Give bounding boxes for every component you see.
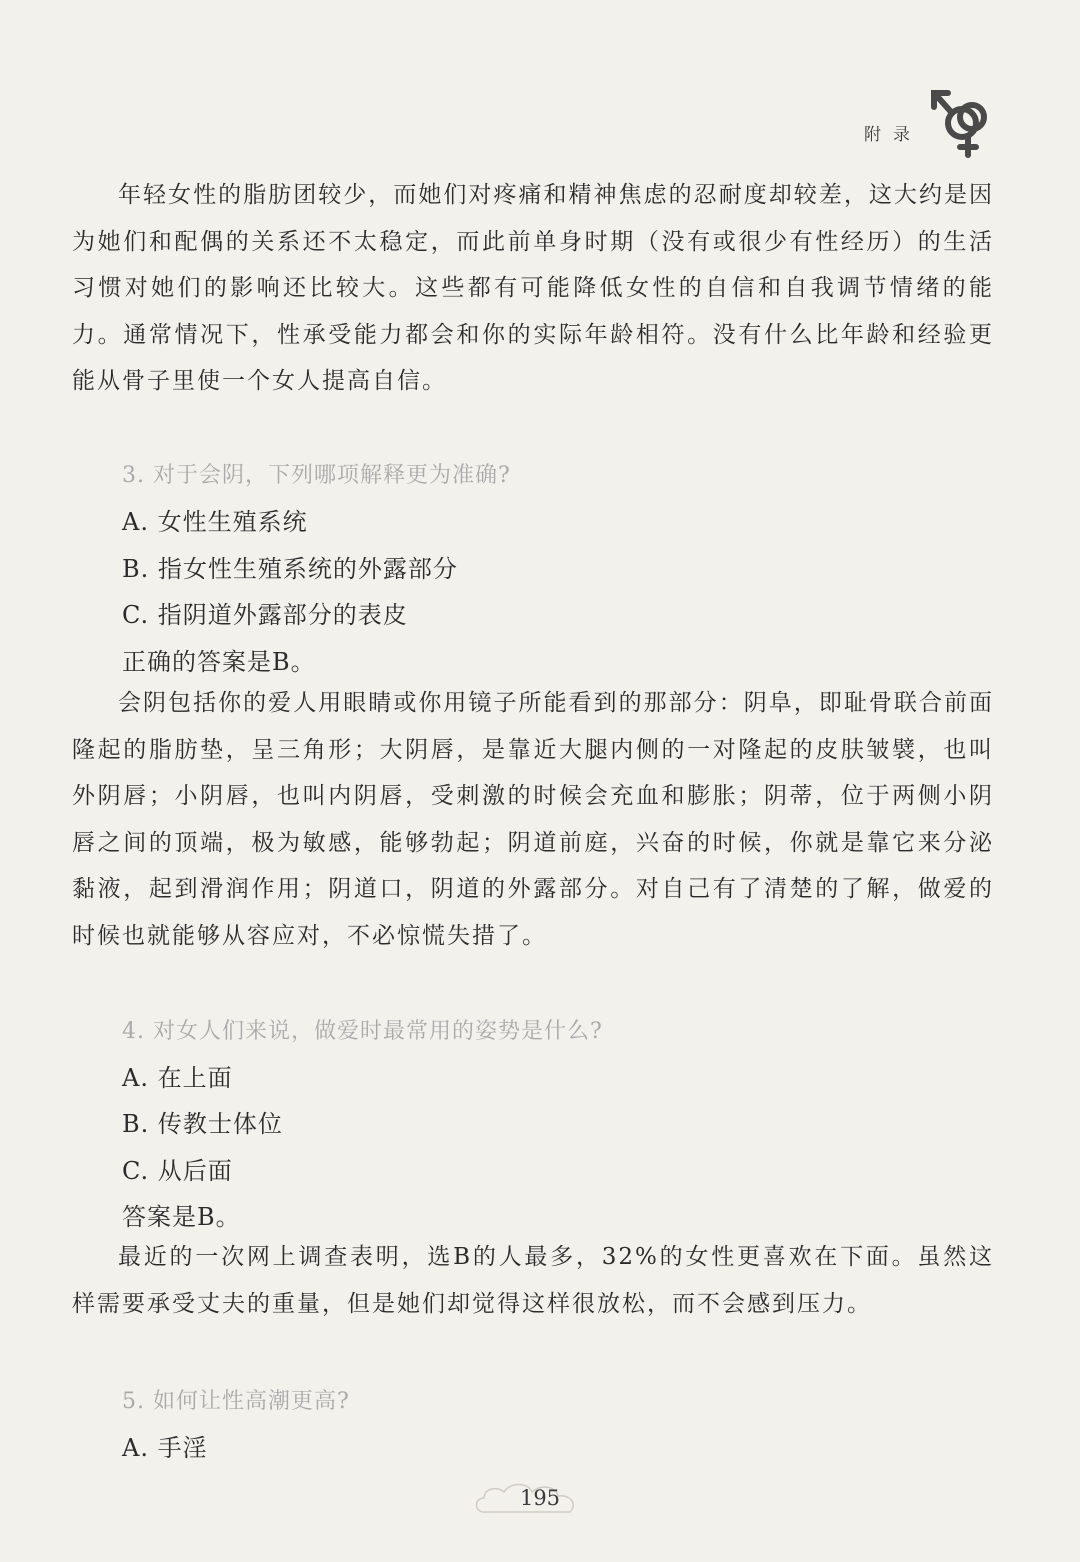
question-5: 5. 如何让性高潮更高? [122, 1389, 350, 1414]
intro-paragraph: 年轻女性的脂肪团较少，而她们对疼痛和精神焦虑的忍耐度却较差，这大约是因为她们和配偶的关系还不太稳定，而此前单身时期（没有或很少有性经历）的生活习惯对她们的影响还比较大。这些都有可能降低女性的自信和自我调节情绪的能力。通常情况下，性承受能力都会和你的实际年龄相符。没有什么比年龄和经验更能从骨子里使一个女人提高自信。 [72, 182, 994, 394]
q3-option-c: C. 指阴道外露部分的表皮 [122, 601, 408, 629]
q4-answer: 答案是B。 [122, 1203, 241, 1231]
q3-explanation: 会阴包括你的爱人用眼睛或你用镜子所能看到的那部分：阴阜，即耻骨联合前面隆起的脂肪垫，呈三角形；大阴唇，是靠近大腿内侧的一对隆起的皮肤皱襞，也叫外阴唇；小阴唇，也叫内阴唇，受刺激的时候会充血和膨胀；阴蒂，位于两侧小阴唇之间的顶端，极为敏感，能够勃起；阴道前庭，兴奋的时候，你就是靠它来分泌黏液，起到滑润作用；阴道口，阴道的外露部分。对自己有了清楚的了解，做爱的时候也就能够从容应对，不必惊慌失措了。 [72, 690, 994, 949]
question-3: 3. 对于会阴，下列哪项解释更为准确? [122, 463, 511, 488]
q4-option-a: A. 在上面 [122, 1064, 233, 1092]
q3-option-b: B. 指女性生殖系统的外露部分 [122, 555, 458, 583]
question-4: 4. 对女人们来说，做爱时最常用的姿势是什么? [122, 1019, 603, 1044]
gender-symbol-icon [928, 87, 1000, 159]
q4-option-c: C. 从后面 [122, 1157, 233, 1185]
q3-explanation-block [72, 680, 994, 959]
page-header [864, 88, 1000, 158]
section-label: 附录 [864, 124, 922, 145]
q4-explanation: 最近的一次网上调查表明，选B的人最多，32%的女性更喜欢在下面。虽然这样需要承受丈夫的重量，但是她们却觉得这样很放松，而不会感到压力。 [72, 1244, 994, 1317]
page-number: 195 [519, 1486, 561, 1510]
q3-answer: 正确的答案是B。 [122, 648, 316, 676]
q5-option-a: A. 手淫 [122, 1434, 208, 1462]
q3-option-a: A. 女性生殖系统 [122, 508, 308, 536]
q4-explanation-block [72, 1234, 994, 1327]
intro-paragraph-block [72, 172, 994, 405]
q4-option-b: B. 传教士体位 [122, 1110, 283, 1138]
